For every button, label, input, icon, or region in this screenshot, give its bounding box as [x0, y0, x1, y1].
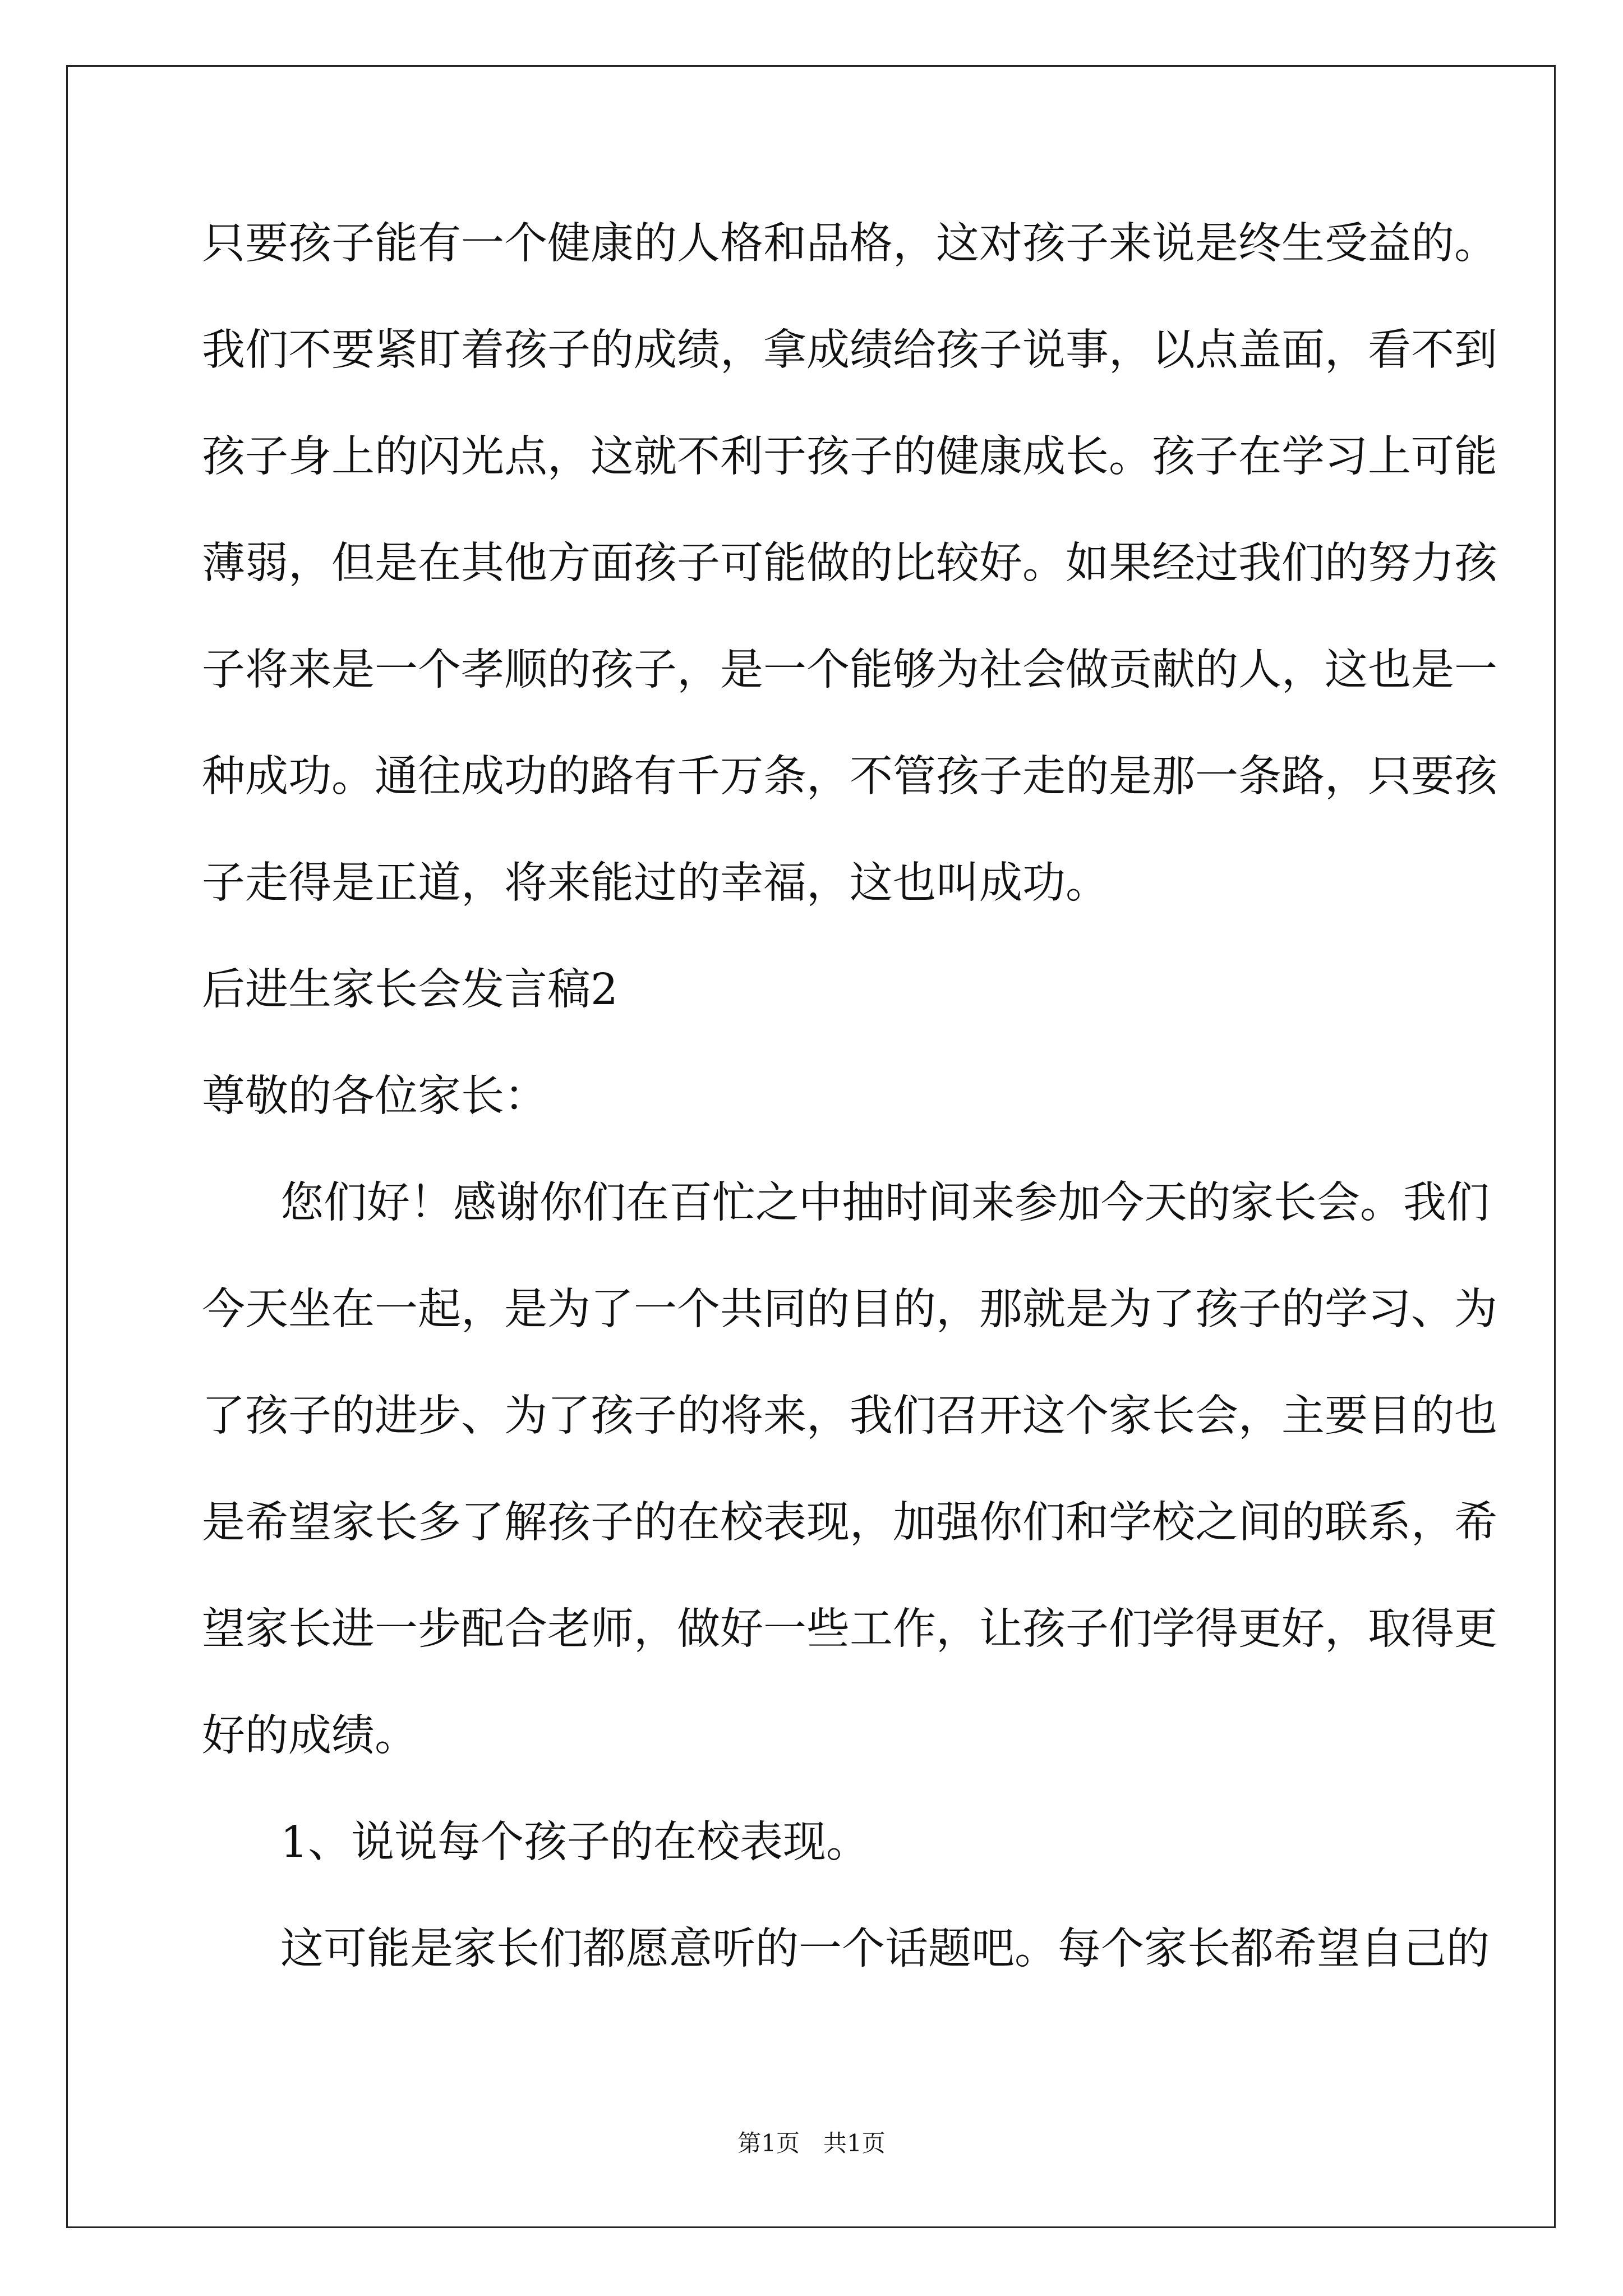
paragraph-line: 子走得是正道，将来能过的幸福，这也叫成功。 [202, 858, 1109, 908]
paragraph-line: 今天坐在一起，是为了一个共同的目的，那就是为了孩子的学习、为 [202, 1285, 1497, 1335]
salutation: 尊敬的各位家长： [202, 1071, 547, 1121]
paragraph-line: 望家长进一步配合老师，做好一些工作，让孩子们学得更好，取得更 [202, 1604, 1497, 1654]
paragraph-line: 我们不要紧盯着孩子的成绩，拿成绩给孩子说事，以点盖面，看不到 [202, 325, 1497, 375]
paragraph-line: 只要孩子能有一个健康的人格和品格，这对孩子来说是终生受益的。 [202, 219, 1497, 269]
paragraph-line: 您们好！感谢你们在百忙之中抽时间来参加今天的家长会。我们 [280, 1178, 1490, 1228]
paragraph-line: 薄弱，但是在其他方面孩子可能做的比较好。如果经过我们的努力孩 [202, 539, 1497, 588]
paragraph-line: 种成功。通往成功的路有千万条，不管孩子走的是那一条路，只要孩 [202, 752, 1497, 802]
section-heading: 后进生家长会发言稿2 [202, 965, 618, 1015]
paragraph-line: 是希望家长多了解孩子的在校表现，加强你们和学校之间的联系，希 [202, 1498, 1497, 1548]
paragraph-line: 了孩子的进步、为了孩子的将来，我们召开这个家长会，主要目的也 [202, 1391, 1497, 1441]
page-number-footer: 第1页 共1页 [737, 2129, 886, 2157]
paragraph-line: 子将来是一个孝顺的孩子，是一个能够为社会做贡献的人，这也是一 [202, 645, 1497, 695]
page-border [66, 65, 1556, 2228]
paragraph-line: 孩子身上的闪光点，这就不利于孩子的健康成长。孩子在学习上可能 [202, 432, 1497, 482]
paragraph-line: 这可能是家长们都愿意听的一个话题吧。每个家长都希望自己的 [280, 1924, 1490, 1974]
paragraph-line: 好的成绩。 [202, 1711, 418, 1761]
numbered-item: 1、说说每个孩子的在校表现。 [280, 1818, 869, 1867]
